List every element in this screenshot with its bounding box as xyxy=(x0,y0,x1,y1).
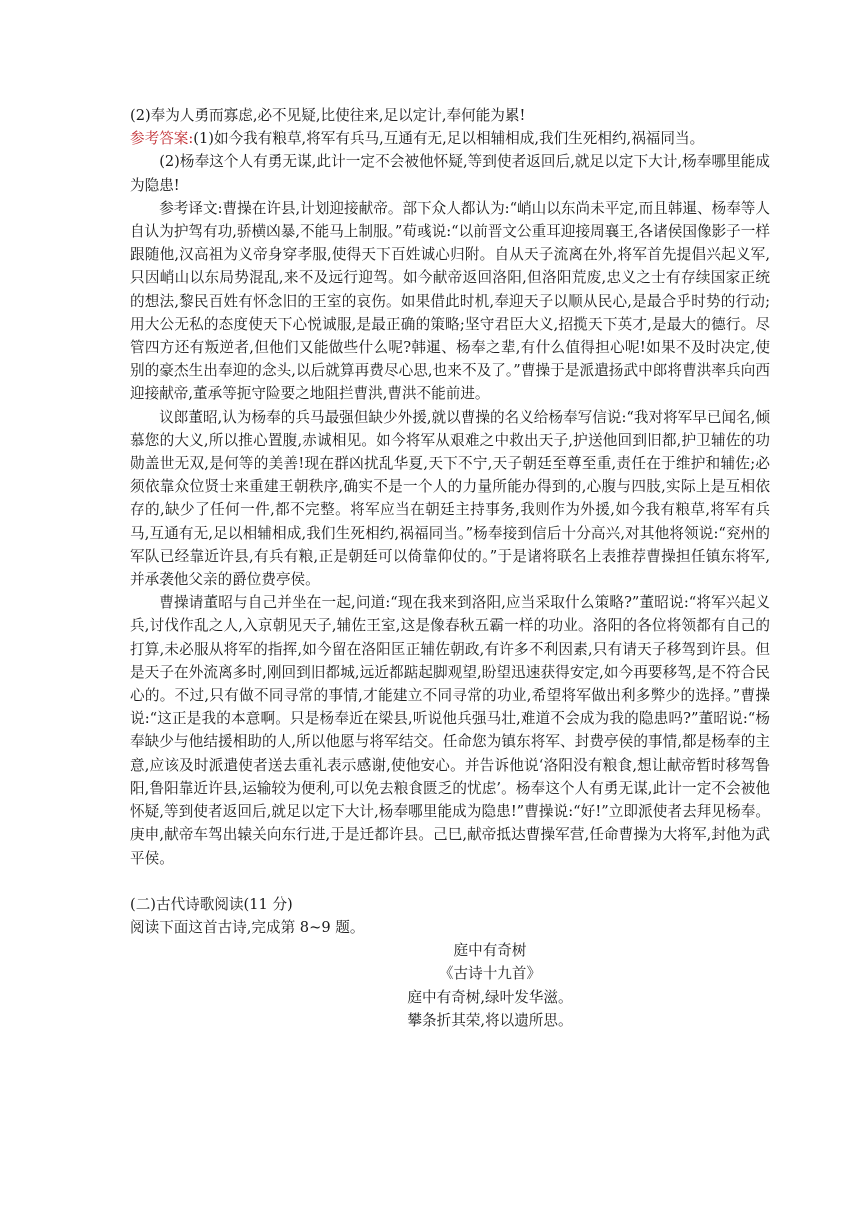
poem-title: 庭中有奇树 xyxy=(453,942,527,960)
poem-line: 庭中有奇树,绿叶发华滋。 xyxy=(407,988,573,1006)
translation-paragraph-2: 议郎董昭,认为杨奉的兵马最强但缺少外援,就以曹操的名义给杨奉写信说:“我对将军早已闻名,倾慕您的大义,所以推心置腹,赤诚相见。如今将军从艰难之中救出天子,护送他回到旧都,护卫辅佐的功勋盖世无双,是何等的美善!现在群凶扰乱华夏,天下不宁,天子朝廷至尊至重,责任在于维护和辅佐;必须依靠众位贤士来重建王朝秩序,确实不是一个人的力量所能办得到的,心腹与四肢,实际上是互相依存的,缺少了任何一件,都不完整。将军应当在朝廷主持事务,我则作为外援,如今我有粮草,将军有兵马,互通有无,足以相辅相成,我们生死相约,祸福同当。”杨奉接到信后十分高兴,对其他将领说:“兖州的军队已经靠近许县,有兵有粮,正是朝廷可以倚靠仰仗的。”于是诸将联名上表推荐曹操担任镇东将军,并承袭他父亲的爵位费亭侯。 xyxy=(130,408,770,589)
poem-block xyxy=(210,939,770,1032)
translation-paragraph-3: 曹操请董昭与自己并坐在一起,问道:“现在我来到洛阳,应当采取什么策略?”董昭说:“将军兴起义兵,讨伐作乱之人,入京朝见天子,辅佐王室,这是像春秋五霸一样的功业。洛阳的各位将领都有自己的打算,未必服从将军的指挥,如今留在洛阳匡正辅佐朝政,有许多不利因素,只有请天子移驾到许县。但是天子在外流离多时,刚回到旧都城,远近都踮起脚观望,盼望迅速获得安定,如今再要移驾,是不符合民心的。不过,只有做不同寻常的事情,才能建立不同寻常的功业,希望将军做出利多弊少的选择。”曹操说:“这正是我的本意啊。只是杨奉近在梁县,听说他兵强马壮,难道不会成为我的隐患吗?”董昭说:“杨奉缺少与他结援相助的人,所以他愿与将军结交。任命您为镇东将军、封费亭侯的事情,都是杨奉的主意,应该及时派遣使者送去重礼表示感谢,使他安心。并告诉他说‘洛阳没有粮食,想让献帝暂时移驾鲁阳,鲁阳靠近许县,运输较为便利,可以免去粮食匮乏的忧虑’。杨奉这个人有勇无谋,此计一定不会被他怀疑,等到使者返回后,就足以定下大计,杨奉哪里能成为隐患!”曹操说:“好!”立即派使者去拜见杨奉。庚申,献帝车驾出辕关向东行进,于是迁都许县。己巳,献帝抵达曹操军营,任命曹操为大将军,封他为武平侯。 xyxy=(130,594,770,867)
question-2-text: (2)奉为人勇而寡虑,必不见疑,比使往来,足以定计,奉何能为累! xyxy=(130,107,526,124)
section-gap xyxy=(130,870,770,893)
section-heading: (二)古代诗歌阅读(11 分) xyxy=(130,895,293,913)
translation-paragraph-1: 参考译文:曹操在许县,计划迎接献帝。部下众人都认为:“峭山以东尚未平定,而且韩暹、杨奉等人自认为护驾有功,骄横凶暴,不能马上制服。”荀彧说:“以前晋文公重耳迎接周襄王,各诸侯国像影子一样跟随他,汉高祖为义帝身穿孝服,使得天下百姓诚心归附。自从天子流离在外,将军首先提倡兴起义军,只因峭山以东局势混乱,来不及远行迎驾。如今献帝返回洛阳,但洛阳荒废,忠义之士有存续国家正统的想法,黎民百姓有怀念旧的王室的哀伤。如果借此时机,奉迎天子以顺从民心,是最合乎时势的行动;用大公无私的态度使天下心悦诚服,是最正确的策略;坚守君臣大义,招揽天下英才,是最大的德行。尽管四方还有叛逆者,但他们又能做些什么呢?韩暹、杨奉之辈,有什么值得担心呢!如果不及时决定,使别的豪杰生出奉迎的念头,以后就算再费尽心思,也来不及了。”曹操于是派遣扬武中郎将曹洪率兵向西迎接献帝,董承等扼守险要之地阻拦曹洪,曹洪不能前进。 xyxy=(130,199,770,403)
section-instruction: 阅读下面这首古诗,完成第 8~9 题。 xyxy=(130,918,365,936)
answer-1 xyxy=(130,127,770,150)
document-page xyxy=(130,104,770,1032)
answer-label: 参考答案: xyxy=(130,130,194,148)
answer-2: (2)杨奉这个人有勇无谋,此计一定不会被他怀疑,等到使者返回后,就足以定下大计,杨奉哪里能成为隐患! xyxy=(130,153,770,194)
answer-1-text: (1)如今我有粮草,将军有兵马,互通有无,足以相辅相成,我们生死相约,祸福同当。 xyxy=(193,130,705,148)
poem-line: 攀条折其荣,将以遗所思。 xyxy=(407,1011,573,1029)
poem-source: 《古诗十九首》 xyxy=(438,965,542,983)
